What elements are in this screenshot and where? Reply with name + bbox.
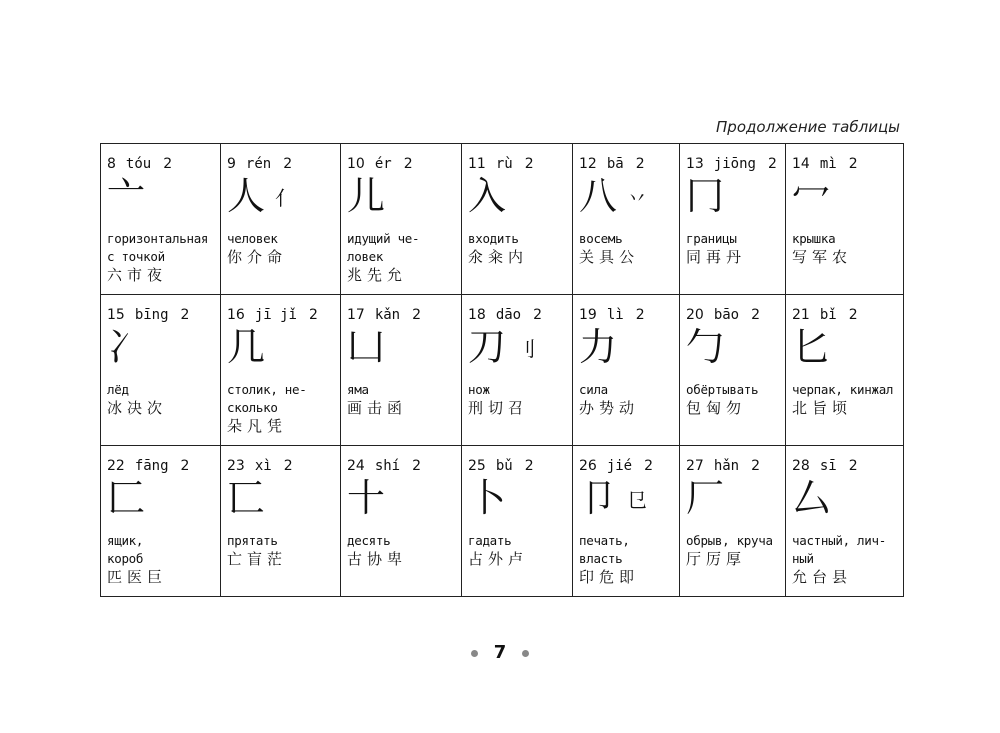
radical-cell: [573, 446, 680, 597]
radical-glyph: [107, 174, 145, 218]
radical-cell-content: [462, 295, 572, 445]
radical-meaning-block: [792, 230, 900, 267]
radical-meaning: прятать: [227, 533, 278, 548]
radical-meaning-block: [792, 381, 900, 418]
radical-meaning-block: [347, 230, 458, 285]
radical-pinyin: rù: [495, 156, 513, 172]
radical-pinyin: bā: [606, 156, 624, 172]
radical-meaning-block: [579, 381, 676, 418]
radical-pinyin: hǎn: [713, 458, 740, 474]
radical-cell-content: [786, 446, 903, 596]
radical-variant: 丷: [627, 186, 648, 210]
radical-examples: 冰决次: [107, 399, 168, 417]
table-row: [101, 295, 904, 446]
radical-meaning: десять: [347, 533, 391, 548]
radical-pinyin: fāng: [134, 458, 169, 474]
radical-meaning-block: [468, 532, 569, 569]
radical-meaning: человек: [227, 231, 278, 246]
radical-pinyin: rén: [245, 156, 272, 172]
radical-number: 19: [579, 307, 597, 323]
radical-header: [107, 156, 216, 172]
radical-cell: [341, 295, 462, 446]
radical-cell: [573, 295, 680, 446]
radical-cell-content: [573, 295, 679, 445]
radical-pinyin: jié: [606, 458, 633, 474]
radical-character: 亠: [107, 174, 146, 218]
radical-examples: 古协卑: [347, 550, 408, 568]
radical-header: [686, 458, 781, 474]
radical-examples: 兆先允: [347, 266, 408, 284]
radical-cell: [221, 446, 341, 597]
radical-cell: [462, 144, 573, 295]
radical-stroke-count: 2: [848, 307, 858, 323]
radical-meaning-block: [686, 532, 782, 569]
radical-pinyin: shí: [374, 458, 401, 474]
radical-glyph: [347, 174, 385, 218]
radical-character: 匕: [792, 325, 831, 369]
radical-number: 27: [686, 458, 704, 474]
radical-cell-content: [101, 295, 220, 445]
radical-cell: [341, 446, 462, 597]
radical-character: 厶: [792, 476, 831, 520]
radical-pinyin: lì: [606, 307, 624, 323]
page-dot-left: [471, 650, 478, 657]
table-row: [101, 144, 904, 295]
radical-examples: 厅厉厚: [686, 550, 747, 568]
radical-header: [468, 307, 568, 323]
radical-character: 人: [227, 174, 266, 218]
radical-header: [792, 307, 899, 323]
radical-cell: [221, 295, 341, 446]
radical-header: [227, 156, 336, 172]
radical-pinyin: ér: [374, 156, 392, 172]
radical-stroke-count: 2: [283, 156, 293, 172]
radical-cell-content: [573, 446, 679, 596]
radical-number: 28: [792, 458, 810, 474]
radical-meaning-block: [227, 381, 337, 436]
radical-glyph: [227, 476, 265, 520]
radical-character: 凵: [347, 325, 386, 369]
radical-glyph: [227, 325, 265, 369]
radical-header: [579, 307, 675, 323]
radical-character: 八: [579, 174, 618, 218]
radical-number: 22: [107, 458, 125, 474]
radical-meaning: гадать: [468, 533, 512, 548]
radical-meaning: восемь: [579, 231, 623, 246]
radical-examples: 写军农: [792, 248, 853, 266]
radical-header: [686, 307, 781, 323]
radical-pinyin: kǎn: [374, 307, 401, 323]
radical-glyph: [107, 476, 145, 520]
radical-character: 力: [579, 325, 618, 369]
radical-stroke-count: 2: [751, 458, 761, 474]
radical-header: [468, 458, 568, 474]
radical-stroke-count: 2: [751, 307, 761, 323]
radical-glyph: [792, 174, 830, 218]
radical-pinyin: dāo: [495, 307, 522, 323]
radical-examples: 同再丹: [686, 248, 747, 266]
radical-glyph: [107, 325, 145, 369]
radical-meaning: черпак, кинжал: [792, 382, 894, 397]
radical-cell: [786, 446, 904, 597]
radical-meaning-block: [792, 532, 900, 587]
radical-meaning-block: [107, 381, 217, 418]
radical-glyph: [468, 476, 506, 520]
radical-header: [792, 156, 899, 172]
radical-character: 冂: [686, 174, 725, 218]
radical-pinyin: xì: [254, 458, 272, 474]
radical-meaning: столик, не- сколько: [227, 382, 307, 415]
radical-cell: [101, 446, 221, 597]
radical-number: 13: [686, 156, 704, 172]
radical-cell: [680, 144, 786, 295]
radical-stroke-count: 2: [412, 458, 422, 474]
radical-meaning-block: [107, 532, 217, 587]
radical-header: [468, 156, 568, 172]
radical-cell: [341, 144, 462, 295]
radical-cell-content: [786, 144, 903, 294]
radical-glyph: [792, 476, 830, 520]
radical-examples: 画击函: [347, 399, 408, 417]
radical-cell: [101, 295, 221, 446]
radical-character: 冫: [107, 325, 146, 369]
radical-examples: 印危即: [579, 568, 640, 586]
radical-cell-content: [462, 446, 572, 596]
radical-stroke-count: 2: [403, 156, 413, 172]
radical-cell-content: [341, 295, 461, 445]
radical-meaning: обрыв, круча: [686, 533, 773, 548]
radical-character: 十: [347, 476, 386, 520]
radical-examples: 六市夜: [107, 266, 168, 284]
radical-number: 24: [347, 458, 365, 474]
radical-meaning-block: [686, 381, 782, 418]
radical-pinyin: sī: [819, 458, 837, 474]
radical-stroke-count: 2: [644, 458, 654, 474]
radical-cell: [101, 144, 221, 295]
radical-character: 入: [468, 174, 507, 218]
radical-character: 几: [227, 325, 266, 369]
radical-examples: 包匈勿: [686, 399, 747, 417]
radical-number: 14: [792, 156, 810, 172]
radical-stroke-count: 2: [180, 458, 190, 474]
radical-meaning-block: [468, 381, 569, 418]
radical-meaning-block: [347, 532, 458, 569]
radical-header: [107, 307, 216, 323]
radical-number: 17: [347, 307, 365, 323]
page-number: [0, 642, 1000, 663]
radical-cell-content: [680, 144, 785, 294]
radical-stroke-count: 2: [524, 156, 534, 172]
radical-cell-content: [341, 144, 461, 294]
radical-variant: 刂: [516, 337, 537, 361]
table-row: [101, 446, 904, 597]
radical-cell-content: [786, 295, 903, 445]
radical-examples: 氽籴内: [468, 248, 529, 266]
radical-stroke-count: 2: [412, 307, 422, 323]
radical-number: 12: [579, 156, 597, 172]
radical-number: 23: [227, 458, 245, 474]
radical-meaning: лёд: [107, 382, 129, 397]
radical-cell-content: [462, 144, 572, 294]
radical-number: 26: [579, 458, 597, 474]
radical-header: [792, 458, 899, 474]
radical-meaning: печать, власть: [579, 533, 630, 566]
radical-number: 20: [686, 307, 704, 323]
radical-variant: 亻: [275, 186, 296, 210]
radical-glyph: [686, 325, 724, 369]
radical-stroke-count: 2: [283, 458, 293, 474]
radical-glyph: [579, 325, 617, 369]
radical-cell: [462, 295, 573, 446]
radical-character: 儿: [347, 174, 386, 218]
radical-character: 卜: [468, 476, 507, 520]
radical-number: 25: [468, 458, 486, 474]
radical-meaning-block: [347, 381, 458, 418]
radical-header: [347, 156, 457, 172]
radical-header: [686, 156, 781, 172]
radical-examples: 关具公: [579, 248, 640, 266]
radical-cell: [221, 144, 341, 295]
radical-cell: [786, 144, 904, 295]
radical-glyph: [792, 325, 830, 369]
radical-header: [579, 458, 675, 474]
radical-meaning: частный, лич- ный: [792, 533, 886, 566]
radical-glyph: [579, 174, 647, 220]
radical-character: 匚: [107, 476, 146, 520]
radical-number: 8: [107, 156, 116, 172]
radical-meaning-block: [468, 230, 569, 267]
radical-stroke-count: 2: [635, 156, 645, 172]
radical-stroke-count: 2: [533, 307, 543, 323]
radical-character: 匸: [227, 476, 266, 520]
radical-meaning: крышка: [792, 231, 836, 246]
radical-glyph: [686, 174, 724, 218]
radical-meaning: горизонтальная с точкой: [107, 231, 209, 264]
radical-character: 冖: [792, 174, 831, 218]
radical-examples: 朵凡凭: [227, 417, 288, 435]
radical-character: 厂: [686, 476, 725, 520]
radical-pinyin: tóu: [125, 156, 152, 172]
radical-number: 21: [792, 307, 810, 323]
radical-examples: 办势动: [579, 399, 640, 417]
radical-header: [347, 458, 457, 474]
radical-meaning-block: [227, 532, 337, 569]
radical-cell-content: [573, 144, 679, 294]
radical-cell-content: [680, 295, 785, 445]
radical-cell: [573, 144, 680, 295]
radical-glyph: [227, 174, 295, 220]
radical-header: [347, 307, 457, 323]
radical-number: 9: [227, 156, 236, 172]
radical-stroke-count: 2: [848, 156, 858, 172]
radical-glyph: [468, 325, 536, 371]
radical-stroke-count: 2: [848, 458, 858, 474]
radical-cell: [786, 295, 904, 446]
radical-number: 11: [468, 156, 486, 172]
radical-pinyin: bǐ: [819, 307, 837, 323]
page-number-text: 7: [493, 642, 507, 663]
radical-stroke-count: 2: [163, 156, 173, 172]
radical-cell-content: [341, 446, 461, 596]
radical-examples: 允台县: [792, 568, 853, 586]
table-continuation-caption: Продолжение таблицы: [716, 118, 900, 136]
radical-meaning: границы: [686, 231, 737, 246]
radical-cell-content: [680, 446, 785, 596]
radical-glyph: [579, 476, 647, 522]
radical-stroke-count: 2: [308, 307, 318, 323]
radical-glyph: [347, 325, 385, 369]
radical-cell-content: [101, 144, 220, 294]
radical-meaning: обёртывать: [686, 382, 759, 397]
radical-meaning-block: [227, 230, 337, 267]
radical-stroke-count: 2: [767, 156, 777, 172]
radical-number: 10: [347, 156, 365, 172]
radical-header: [107, 458, 216, 474]
radical-meaning: яма: [347, 382, 369, 397]
radical-examples: 匹医巨: [107, 568, 168, 586]
radical-meaning: идущий че- ловек: [347, 231, 420, 264]
radical-examples: 你介命: [227, 248, 288, 266]
radical-pinyin: jiōng: [713, 156, 756, 172]
radical-character: 卩: [579, 476, 618, 520]
radical-examples: 亡盲茫: [227, 550, 288, 568]
radical-examples: 刑切召: [468, 399, 529, 417]
radical-header: [579, 156, 675, 172]
radicals-table: [100, 143, 904, 597]
radical-glyph: [347, 476, 385, 520]
radical-number: 18: [468, 307, 486, 323]
radical-meaning: сила: [579, 382, 608, 397]
radical-pinyin: bǔ: [495, 458, 513, 474]
radical-cell: [462, 446, 573, 597]
radical-stroke-count: 2: [180, 307, 190, 323]
radical-pinyin: bāo: [713, 307, 740, 323]
radical-header: [227, 458, 336, 474]
radical-meaning: ящик, короб: [107, 533, 144, 566]
radical-pinyin: mì: [819, 156, 837, 172]
radical-character: 刀: [468, 325, 507, 369]
radical-cell-content: [221, 446, 340, 596]
page-dot-right: [522, 650, 529, 657]
radical-cell: [680, 295, 786, 446]
radical-cell-content: [101, 446, 220, 596]
radical-number: 16: [227, 307, 245, 323]
radical-meaning: нож: [468, 382, 490, 397]
radical-pinyin: jī jǐ: [254, 307, 297, 323]
radical-glyph: [686, 476, 724, 520]
radical-meaning: входить: [468, 231, 519, 246]
radical-glyph: [468, 174, 506, 218]
radical-cell-content: [221, 144, 340, 294]
radical-cell: [680, 446, 786, 597]
radical-examples: 占外卢: [468, 550, 529, 568]
radical-meaning-block: [579, 230, 676, 267]
radical-number: 15: [107, 307, 125, 323]
radical-meaning-block: [579, 532, 676, 587]
radical-variant: 㔾: [627, 488, 648, 512]
radical-pinyin: bīng: [134, 307, 169, 323]
radical-character: 勹: [686, 325, 725, 369]
radical-header: [227, 307, 336, 323]
radical-meaning-block: [686, 230, 782, 267]
radical-stroke-count: 2: [524, 458, 534, 474]
radical-cell-content: [221, 295, 340, 445]
radical-examples: 北旨顷: [792, 399, 853, 417]
radical-stroke-count: 2: [635, 307, 645, 323]
radical-meaning-block: [107, 230, 217, 285]
